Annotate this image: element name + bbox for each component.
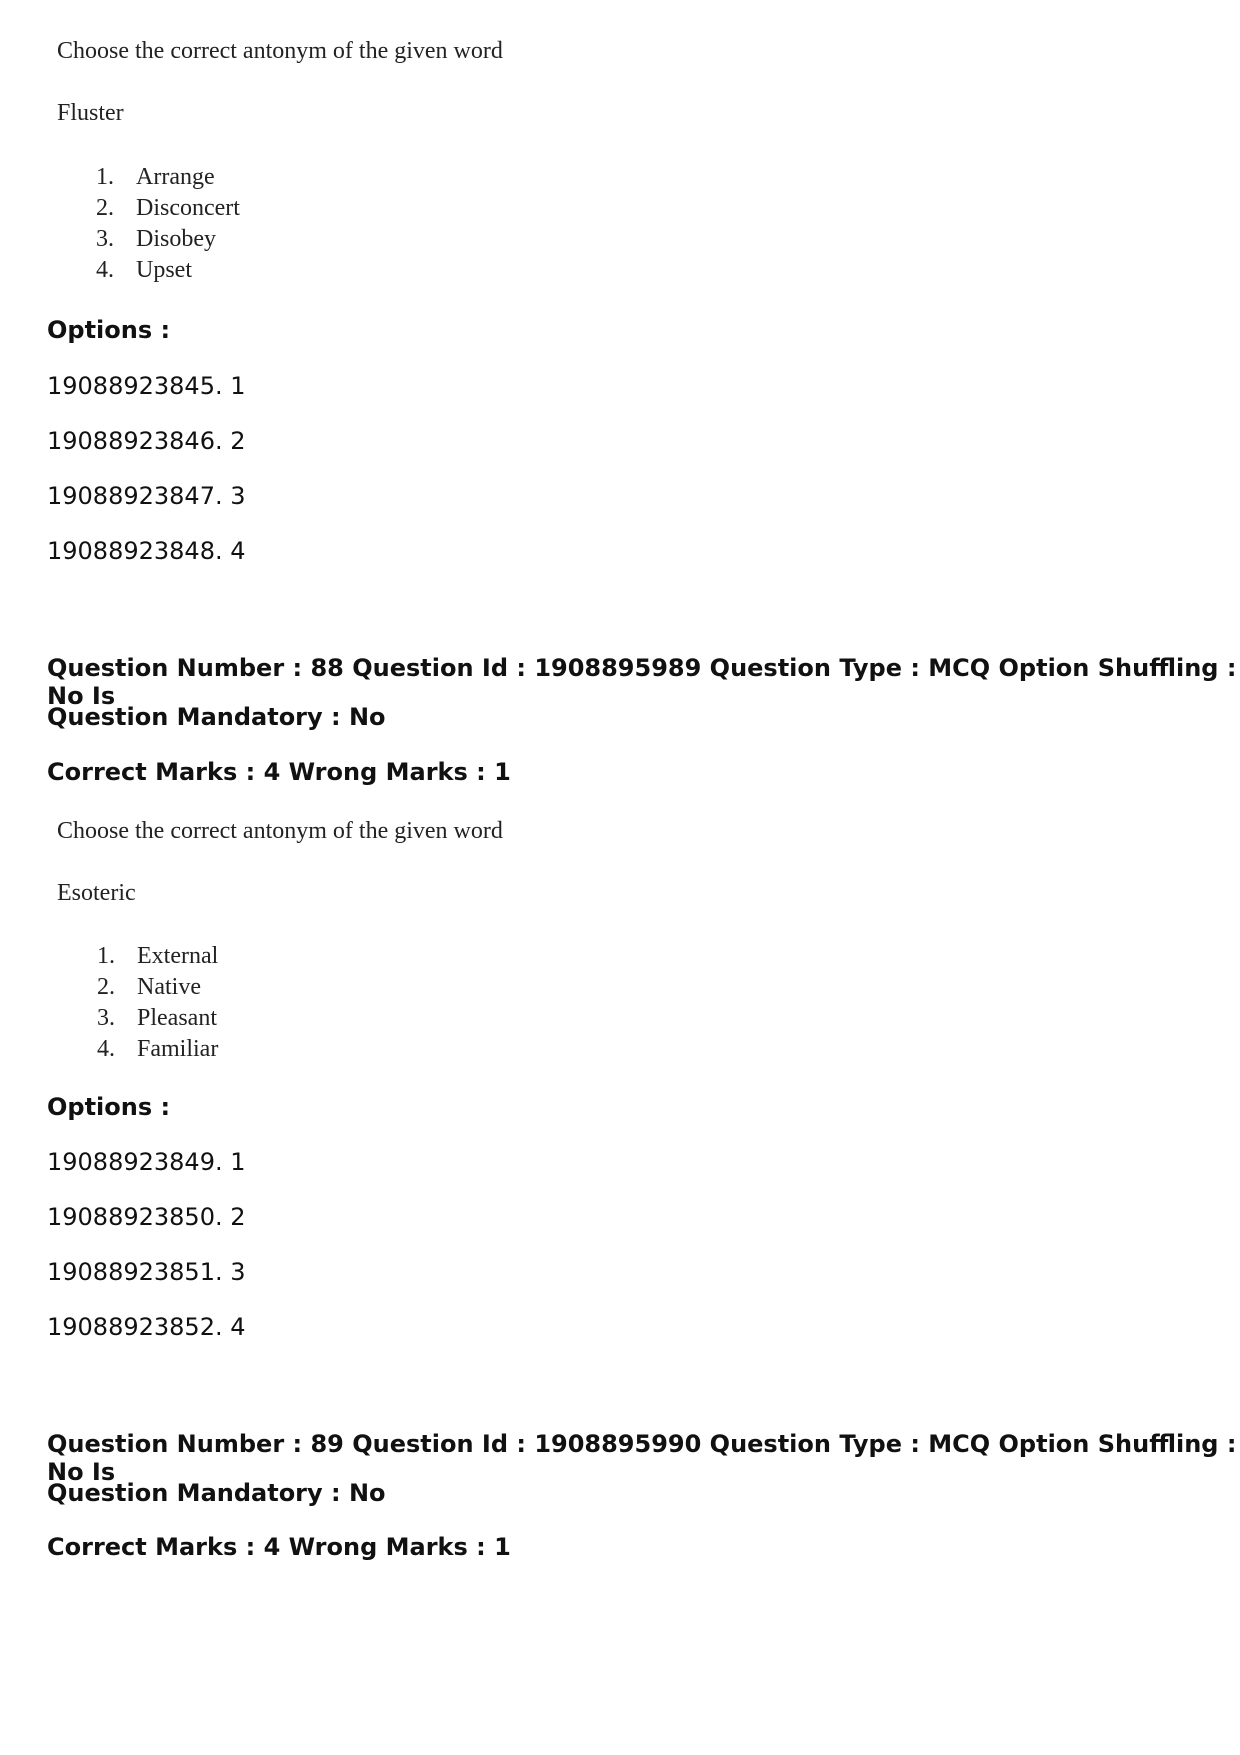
q89-marks: Correct Marks : 4 Wrong Marks : 1 — [47, 1533, 511, 1561]
q87-options-label: Options : — [47, 316, 171, 344]
choice-number: 1. — [97, 943, 115, 969]
q88-choice — [97, 941, 218, 972]
q88-option-3: 19088923851. 3 — [47, 1258, 246, 1286]
q87-choice — [96, 193, 240, 224]
choice-text: Disconcert — [136, 195, 240, 221]
q87-choice — [96, 162, 240, 193]
q88-option-1: 19088923849. 1 — [47, 1148, 246, 1176]
q88-option-4: 19088923852. 4 — [47, 1313, 246, 1341]
q89-header-line1: Question Number : 89 Question Id : 1908895990 Question Type : MCQ Option Shuffling : No Is — [47, 1430, 1237, 1486]
choice-text: Disobey — [136, 226, 216, 252]
q88-choice — [97, 1034, 218, 1065]
q87-option-1: 19088923845. 1 — [47, 372, 246, 400]
q87-option-2: 19088923846. 2 — [47, 427, 246, 455]
q87-choice — [96, 255, 240, 286]
q88-option-2: 19088923850. 2 — [47, 1203, 246, 1231]
choice-text: Native — [137, 974, 201, 1000]
q89-header-line2: Question Mandatory : No — [47, 1479, 386, 1507]
q87-prompt: Choose the correct antonym of the given word — [57, 38, 503, 64]
choice-number: 2. — [96, 195, 114, 221]
choice-text: Pleasant — [137, 1005, 217, 1031]
choice-text: Familiar — [137, 1036, 219, 1062]
q88-options-label: Options : — [47, 1093, 171, 1121]
choice-number: 4. — [96, 257, 114, 283]
q87-choice-list — [96, 162, 240, 286]
choice-text: Upset — [136, 257, 192, 283]
choice-number: 1. — [96, 164, 114, 190]
q88-choice — [97, 1003, 218, 1034]
choice-text: External — [137, 943, 219, 969]
q87-choice — [96, 224, 240, 255]
choice-number: 3. — [96, 226, 114, 252]
q88-prompt: Choose the correct antonym of the given word — [57, 818, 503, 844]
q88-choice-list — [97, 941, 218, 1065]
q88-word: Esoteric — [57, 880, 136, 906]
choice-number: 3. — [97, 1005, 115, 1031]
q88-choice — [97, 972, 218, 1003]
q88-header-line2: Question Mandatory : No — [47, 703, 386, 731]
q88-marks: Correct Marks : 4 Wrong Marks : 1 — [47, 758, 511, 786]
choice-number: 2. — [97, 974, 115, 1000]
choice-number: 4. — [97, 1036, 115, 1062]
q87-option-4: 19088923848. 4 — [47, 537, 246, 565]
q88-header-line1: Question Number : 88 Question Id : 1908895989 Question Type : MCQ Option Shuffling : No Is — [47, 654, 1237, 710]
choice-text: Arrange — [136, 164, 215, 190]
q87-option-3: 19088923847. 3 — [47, 482, 246, 510]
q87-word: Fluster — [57, 100, 124, 126]
